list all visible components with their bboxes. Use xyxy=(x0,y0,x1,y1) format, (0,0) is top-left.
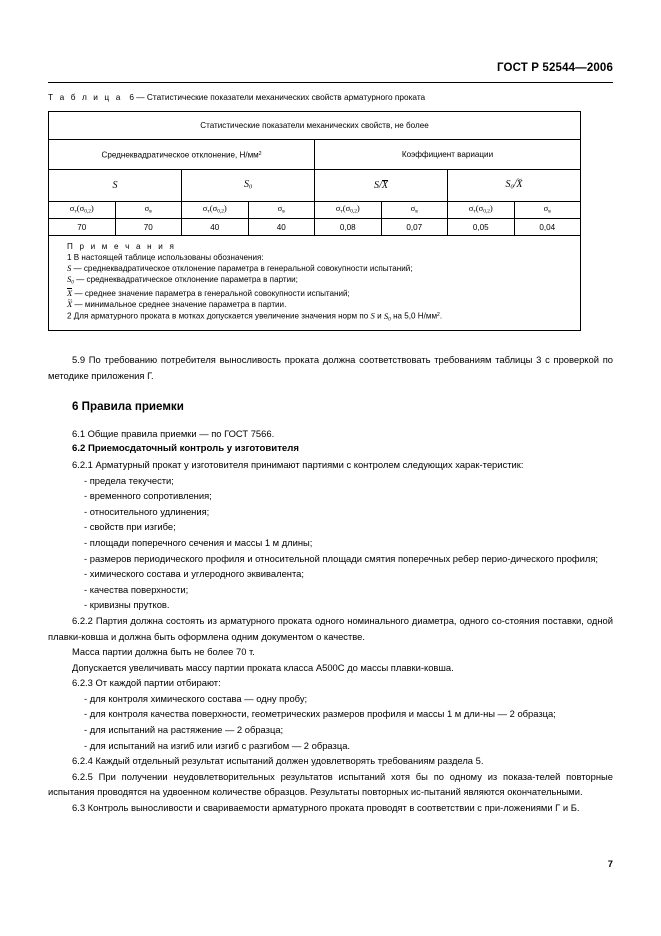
note-item-6-end: . xyxy=(439,311,443,321)
paragraph-6-2-5: 6.2.5 При получении неудовлетворительных результатов испытаний хотя бы по одному из показа-телей повторные испытания проводятся на удвоенном количестве образцов. Результаты повторных ис-пытаний являются окончательными. xyxy=(48,770,613,798)
section-heading-6: 6 Правила приемки xyxy=(72,400,184,414)
symbol-S-over-Xbar: S/X xyxy=(315,170,448,202)
list-item: - размеров периодического профиля и относительной площади смятия поперечных ребер перио-дического профиля; xyxy=(84,552,599,564)
value-cell: 0,07 xyxy=(381,219,448,236)
table-caption-text: — Статистические показатели механических свойств арматурного проката xyxy=(136,92,426,102)
note-item-1: 1 В настоящей таблице использованы обозначения: xyxy=(67,253,264,262)
list-item: - для испытаний на изгиб или изгиб с разгибом — 2 образца. xyxy=(84,739,351,751)
value-cell: 0,04 xyxy=(514,219,581,236)
subheader-sigma-v-4: $\sigma_в$ xyxy=(514,202,581,219)
note-item-6-text-c: на 5,0 Н/мм xyxy=(393,311,438,321)
note-item-6-text-b: и xyxy=(377,311,382,321)
paragraph-5-9: 5.9 По требованию потребителя выносливость проката должна соответствовать требованиям таблицы 3 с проверкой по методике приложения Г. xyxy=(48,354,613,381)
note-item-2-text: — среднеквадратическое отклонение параметра в генеральной совокупности испытаний; xyxy=(73,264,413,273)
group-header-variation: Коэффициент вариации xyxy=(315,140,581,170)
list-item: - свойств при изгибе; xyxy=(84,521,176,533)
note-symbol-Xbar: X xyxy=(67,288,73,299)
paragraph-6-2-4: 6.2.4 Каждый отдельный результат испытаний должен удовлетворять требованиям раздела 5. xyxy=(72,755,484,767)
subheader-sigma-t-2: $\sigma_т(\sigma_{0,2})$ xyxy=(182,202,249,219)
note-symbol-S0-ref: $S_0$ xyxy=(383,310,391,323)
subheader-sigma-t-1: $\sigma_т(\sigma_{0,2})$ xyxy=(49,202,116,219)
note-item-6 xyxy=(67,310,580,325)
table-caption-label: Т а б л и ц а xyxy=(48,92,123,102)
page-number: 7 xyxy=(607,858,613,869)
value-cell: 70 xyxy=(115,219,182,236)
list-item: - для контроля химического состава — одну пробу; xyxy=(84,692,308,704)
subheader-sigma-v-2: $\sigma_в$ xyxy=(248,202,315,219)
list-item: - временного сопротивления; xyxy=(84,490,212,502)
list-item: - предела текучести; xyxy=(84,474,174,486)
note-symbol-S0: $S_0$ xyxy=(67,274,74,286)
subheader-sigma-t-4: $\sigma_т(\sigma_{0,2})$ xyxy=(448,202,515,219)
group-header-stddev-text: Среднеквадратическое отклонение, Н/мм xyxy=(101,150,259,160)
value-cell: 40 xyxy=(248,219,315,236)
note-item-6-text-a: Для арматурного проката в мотках допускается увеличение значения норм по xyxy=(73,311,369,321)
paragraph-mass: Масса партии должна быть не более 70 т. xyxy=(72,646,255,658)
table-row-values xyxy=(49,219,581,236)
note-item-2 xyxy=(67,263,580,274)
value-cell: 0,08 xyxy=(315,219,382,236)
table-row-groups xyxy=(49,140,581,170)
value-cell: 40 xyxy=(182,219,249,236)
note-item-5 xyxy=(67,299,580,310)
paragraph-allowance: Допускается увеличивать массу партии проката класса А500С до массы плавки-ковша. xyxy=(72,661,454,673)
subheader-sigma-t-3: $\sigma_т(\sigma_{0,2})$ xyxy=(315,202,382,219)
standard-title: ГОСТ Р 52544—2006 xyxy=(496,62,613,74)
spacer xyxy=(48,415,613,426)
paragraph-6-3: 6.3 Контроль выносливости и свариваемости арматурного проката проводят в соответствии с при-ложениями Г и Б. xyxy=(72,802,580,814)
table-caption xyxy=(48,92,613,103)
note-item-4 xyxy=(67,288,580,299)
document-body xyxy=(48,352,613,816)
note-symbol-S-ref: S xyxy=(370,310,375,321)
group-header-superscript: 2 xyxy=(258,150,262,157)
group-header-stddev xyxy=(49,140,315,170)
page-header xyxy=(48,58,613,83)
note-item-4-text: — среднее значение параметра в генеральной совокупности испытаний; xyxy=(74,289,350,299)
note-item-6-number: 2 xyxy=(67,311,72,321)
value-cell: 70 xyxy=(49,219,116,236)
note-item-5-text: — минимальное среднее значение параметра в партии. xyxy=(74,300,287,310)
subheader-sigma-v-3: $\sigma_в$ xyxy=(381,202,448,219)
subheader-sigma-v-1: $\sigma_в$ xyxy=(115,202,182,219)
list-item: - относительного удлинения; xyxy=(84,505,210,517)
symbol-S: S xyxy=(49,170,182,202)
value-cell: 0,05 xyxy=(448,219,515,236)
list-item: - площади поперечного сечения и массы 1 м длины; xyxy=(84,536,313,548)
table-row-subheaders xyxy=(49,202,581,219)
symbol-S0-over-Xtilde: $S_0/\sim$ X xyxy=(448,170,581,202)
note-item-6-superscript: 2 xyxy=(437,312,440,319)
paragraph-6-2-2: 6.2.2 Партия должна состоять из арматурного проката одного номинального диаметра, одного со-стояния поставки, одной плавки-ковша и должна быть оформлена одним документом о качестве. xyxy=(48,614,613,642)
table-caption-number: 6 xyxy=(129,92,134,102)
symbol-S0: $S_0$ xyxy=(182,170,315,202)
list-item: - качества поверхности; xyxy=(84,583,189,595)
list-item: - химического состава и углеродного эквивалента; xyxy=(84,568,304,580)
table-notes-cell xyxy=(49,236,581,331)
table-row-notes xyxy=(49,236,581,331)
list-item: - для контроля качества поверхности, геометрических размеров профиля и массы 1 м дли-ны — 2 образца; xyxy=(84,708,556,720)
paragraph-6-2-heading: 6.2 Приемосдаточный контроль у изготовителя xyxy=(72,443,299,455)
list-item: - для испытаний на растяжение — 2 образца; xyxy=(84,724,284,736)
notes-heading: П р и м е ч а н и я xyxy=(67,242,177,251)
table-row-symbols xyxy=(49,170,581,202)
table-6 xyxy=(48,111,581,331)
note-symbol-S: S xyxy=(67,263,72,273)
note-item-3-text: — среднеквадратическое отклонение параметра в партии; xyxy=(76,275,298,284)
list-item: - кривизны прутков. xyxy=(84,599,170,611)
paragraph-6-2-1: 6.2.1 Арматурный прокат у изготовителя принимают партиями с контролем следующих харак-теристик: xyxy=(72,458,524,470)
spacer xyxy=(48,383,613,399)
table-row-title xyxy=(49,112,581,140)
paragraph-6-1: 6.1 Общие правила приемки — по ГОСТ 7566. xyxy=(72,427,275,439)
note-symbol-Xtilde: ~ X xyxy=(67,299,72,309)
note-item-3 xyxy=(67,274,580,288)
paragraph-6-2-3: 6.2.3 От каждой партии отбирают: xyxy=(72,677,221,689)
table-title-cell: Статистические показатели механических свойств, не более xyxy=(49,112,581,140)
